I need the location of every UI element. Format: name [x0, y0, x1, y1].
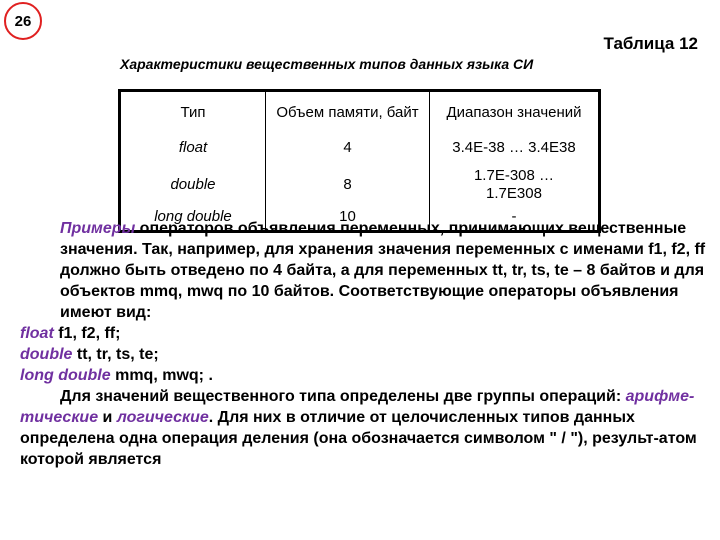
header-type: Тип [180, 104, 206, 121]
ops-text-2: и [98, 409, 117, 426]
ops-text-3: . Для них в отличие от целочисленных типов данных определена одна операция деления (она обозначается символом " / "), результ-атом которой является [20, 409, 697, 468]
cell-range-long-double: - [511, 208, 517, 225]
table-caption: Характеристики вещественных типов данных языка СИ [120, 56, 534, 72]
code-line-double [20, 344, 710, 365]
body-text [20, 218, 710, 470]
cell-memory-float: 4 [265, 134, 430, 162]
ops-keyword-arithmetic: арифме-тические [20, 388, 695, 426]
cell-memory-double: 8 [265, 162, 430, 208]
code-line-long-double [20, 365, 710, 386]
slide-number-badge [4, 2, 42, 40]
examples-lead: Примеры [60, 220, 136, 237]
table-title: Таблица 12 [603, 34, 698, 53]
header-range: Диапазон значений [446, 104, 582, 121]
cell-type-long-double: long double [154, 208, 232, 225]
ops-text-1: Для значений вещественного типа определены две группы операций: [60, 388, 626, 405]
code-keyword: long double [20, 367, 111, 384]
cell-range-float: 3.4E-38 … 3.4E38 [452, 139, 576, 156]
code-keyword: float [20, 325, 54, 342]
code-rest: tt, tr, ts, te; [72, 346, 159, 363]
cell-range-double: 1.7E-308 … 1.7E308 [473, 167, 555, 202]
paragraph-examples [20, 218, 710, 323]
ops-keyword-logical: логические [116, 409, 209, 426]
types-table [118, 89, 601, 233]
cell-type-double: double [170, 176, 216, 193]
header-memory: Объем памяти, байт [265, 92, 430, 134]
examples-text: операторов объявления переменных, принимающих вещественные значения. Так, например, для хранения значения переменных с именами f1, f2, ff должно быть отведено по 4 байта, а для переменных tt, tr, ts, te – 8 байтов и для объектов mmq, mwq по 10 байтов. Соответствующие операторы объявления имеют вид: [60, 220, 706, 321]
code-rest: mmq, mwq; . [110, 367, 213, 384]
code-keyword: double [20, 346, 73, 363]
code-rest: f1, f2, ff; [53, 325, 121, 342]
paragraph-operations [20, 386, 710, 470]
code-line-float [20, 323, 710, 344]
cell-memory-long-double: 10 [265, 208, 430, 230]
cell-type-float: float [178, 139, 208, 156]
slide-number: 26 [14, 12, 32, 30]
